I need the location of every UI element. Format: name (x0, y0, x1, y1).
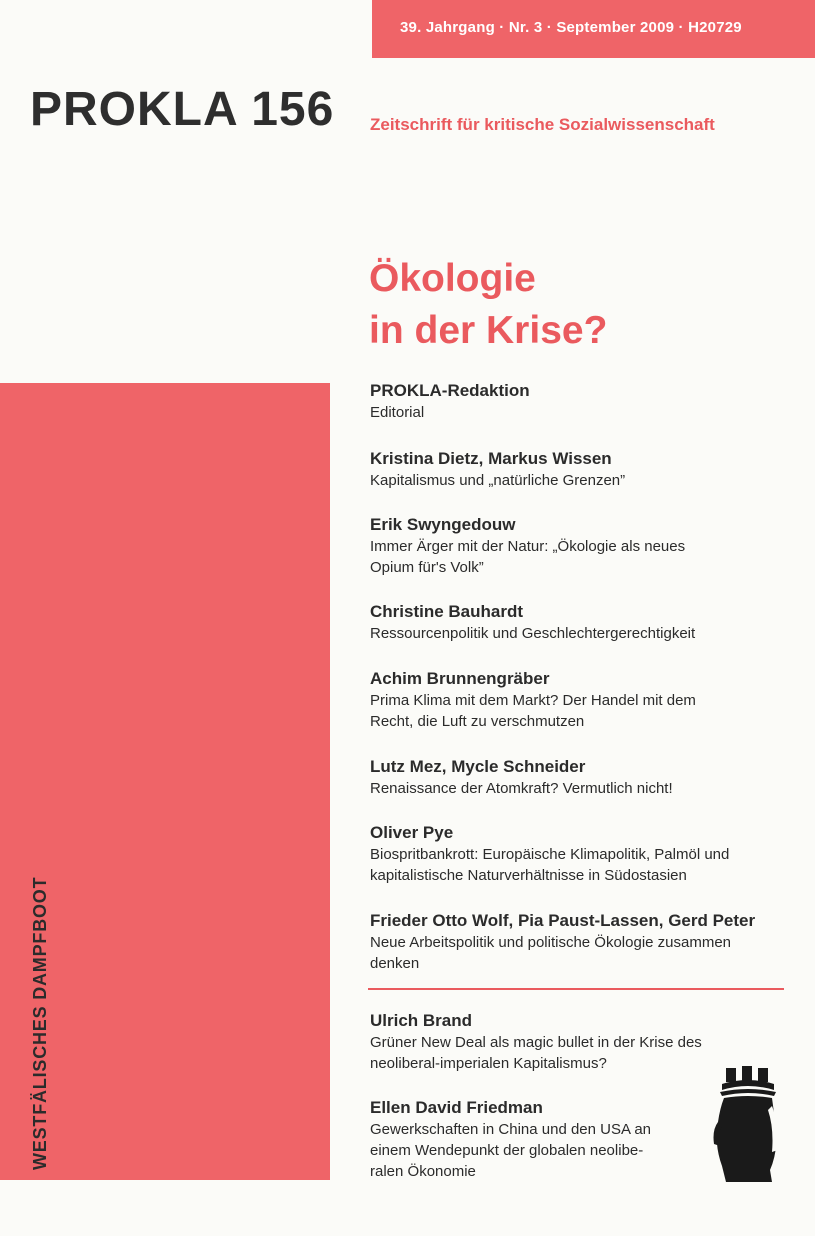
toc-title-line: Prima Klima mit dem Markt? Der Handel mit dem (370, 692, 696, 709)
toc-title-line: Kapitalismus und „natürliche Grenzen” (370, 472, 626, 489)
toc-title (370, 402, 790, 423)
steamboat-logo-icon (712, 1066, 784, 1184)
toc-entry (370, 910, 790, 974)
toc-title (370, 623, 790, 644)
toc-title-line: einem Wendepunkt der globalen neolibe- (370, 1142, 644, 1159)
toc-author: Ulrich Brand (370, 1011, 473, 1030)
toc-author: Frieder Otto Wolf, Pia Paust-Lassen, Gerd Peter (370, 911, 756, 930)
theme-line-2: in der Krise? (369, 309, 608, 352)
publisher-name: WESTFÄLISCHES DAMPFBOOT (30, 876, 50, 1170)
section-divider (368, 988, 784, 990)
toc-entry (370, 756, 790, 799)
toc-title (370, 470, 790, 491)
toc-title-line: Immer Ärger mit der Natur: „Ökologie als neues (370, 538, 686, 555)
toc-title-line: Biospritbankrott: Europäische Klimapolitik, Palmöl und (370, 846, 730, 863)
toc-title-line: Opium für's Volk” (370, 559, 484, 576)
toc-entry (370, 601, 790, 644)
toc-author: Kristina Dietz, Markus Wissen (370, 449, 612, 468)
toc-author: Erik Swyngedouw (370, 515, 516, 534)
toc-author: PROKLA-Redaktion (370, 381, 530, 400)
toc-title-line: Renaissance der Atomkraft? Vermutlich nicht! (370, 780, 673, 797)
toc-title-line: Recht, die Luft zu verschmutzen (370, 713, 585, 730)
toc-title (370, 690, 790, 732)
toc-title-line: kapitalistische Naturverhältnisse in Südostasien (370, 867, 687, 884)
toc-title (370, 932, 790, 974)
issue-theme-title (369, 253, 607, 357)
toc-title-line: Gewerkschaften in China und den USA an (370, 1121, 652, 1138)
toc-author: Christine Bauhardt (370, 602, 524, 621)
toc-title-line: Ressourcenpolitik und Geschlechtergerechtigkeit (370, 625, 696, 642)
theme-line-1: Ökologie (369, 257, 536, 300)
toc-title (370, 778, 790, 799)
toc-entry (370, 514, 790, 578)
toc-title (370, 536, 790, 578)
toc-author: Lutz Mez, Mycle Schneider (370, 757, 586, 776)
toc-title-line: denken (370, 955, 420, 972)
toc-title-line: ralen Ökonomie (370, 1163, 476, 1180)
toc-title-line: Grüner New Deal als magic bullet in der Krise des (370, 1034, 702, 1051)
toc-title-line: Editorial (370, 404, 425, 421)
toc-entry (370, 448, 790, 491)
issue-info: 39. Jahrgang · Nr. 3 · September 2009 · H20729 (400, 19, 742, 36)
toc-author: Achim Brunnengräber (370, 669, 550, 688)
toc-entry (370, 822, 790, 886)
toc-title-line: Neue Arbeitspolitik und politische Ökologie zusammen (370, 934, 732, 951)
toc-entry (370, 380, 790, 423)
journal-title: PROKLA 156 (30, 83, 335, 136)
toc-title-line: neoliberal-imperialen Kapitalismus? (370, 1055, 607, 1072)
toc-author: Oliver Pye (370, 823, 454, 842)
toc-entry (370, 668, 790, 732)
toc-title (370, 844, 790, 886)
journal-subtitle: Zeitschrift für kritische Sozialwissenschaft (370, 115, 715, 134)
toc-entry (370, 1010, 790, 1074)
toc-author: Ellen David Friedman (370, 1098, 543, 1117)
